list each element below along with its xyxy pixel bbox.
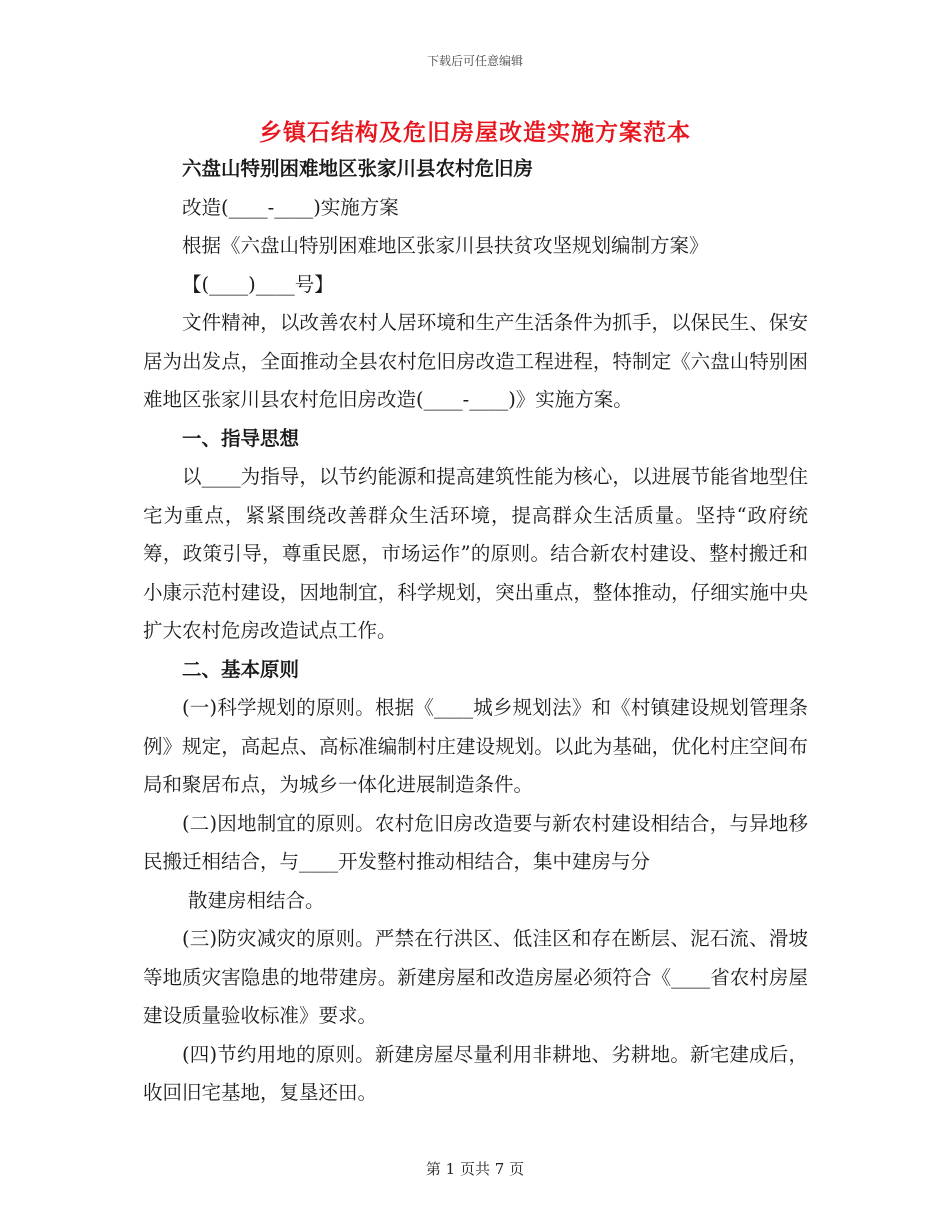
document-number: 【(____)____号】 <box>182 272 334 296</box>
principle-3: (三)防灾减灾的原则。严禁在行洪区、低洼区和存在断层、泥石流、滑坡等地质灾害隐患的地带建房。新建房屋和改造房屋必须符合《____省农村房屋建设质量验收标准》要求。 <box>143 927 808 1027</box>
subtitle-line-2: 改造(____-____)实施方案 <box>182 195 399 219</box>
page-header: 下载后可任意编辑 <box>426 54 523 68</box>
principle-2-continued: 散建房相结合。 <box>188 888 325 912</box>
principle-4: (四)节约用地的原则。新建房屋尽量利用非耕地、劣耕地。新宅建成后，收回旧宅基地，复垦还田。 <box>143 1042 808 1104</box>
document-title: 乡镇石结构及危旧房屋改造实施方案范本 <box>259 120 691 146</box>
intro-paragraph: 文件精神，以改善农村人居环境和生产生活条件为抓手，以保民生、保安居为出发点，全面推动全县农村危旧房改造工程进程，特制定《六盘山特别困难地区张家川县农村危旧房改造(____-____)》实施方案。 <box>143 311 808 411</box>
reference-line: 根据《六盘山特别困难地区张家川县扶贫攻坚规划编制方案》 <box>182 234 709 257</box>
section-heading-2: 二、基本原则 <box>182 657 300 681</box>
subtitle-line-1: 六盘山特别困难地区张家川县农村危旧房 <box>182 157 534 180</box>
principle-1: (一)科学规划的原则。根据《____城乡规划法》和《村镇建设规划管理条例》规定，高起点、高标准编制村庄建设规划。以此为基础，优化村庄空间布局和聚居布点，为城乡一体化进展制造条件。 <box>143 696 808 796</box>
section-heading-1: 一、指导思想 <box>182 426 300 450</box>
principle-2: (二)因地制宜的原则。农村危旧房改造要与新农村建设相结合，与异地移民搬迁相结合，与____开发整村推动相结合，集中建房与分 <box>143 811 808 873</box>
document-body <box>143 150 808 1113</box>
guiding-paragraph: 以____为指导，以节约能源和提高建筑性能为核心，以进展节能省地型住宅为重点，紧紧围绕改善群众生活环境，提高群众生活质量。坚持“政府统筹，政策引导，尊重民愿，市场运作”的原则。结合新农村建设、整村搬迁和小康示范村建设，因地制宜，科学规划，突出重点，整体推动，仔细实施中央扩大农村危房改造试点工作。 <box>143 465 808 642</box>
page-footer: 第 1 页共 7 页 <box>425 1160 525 1178</box>
